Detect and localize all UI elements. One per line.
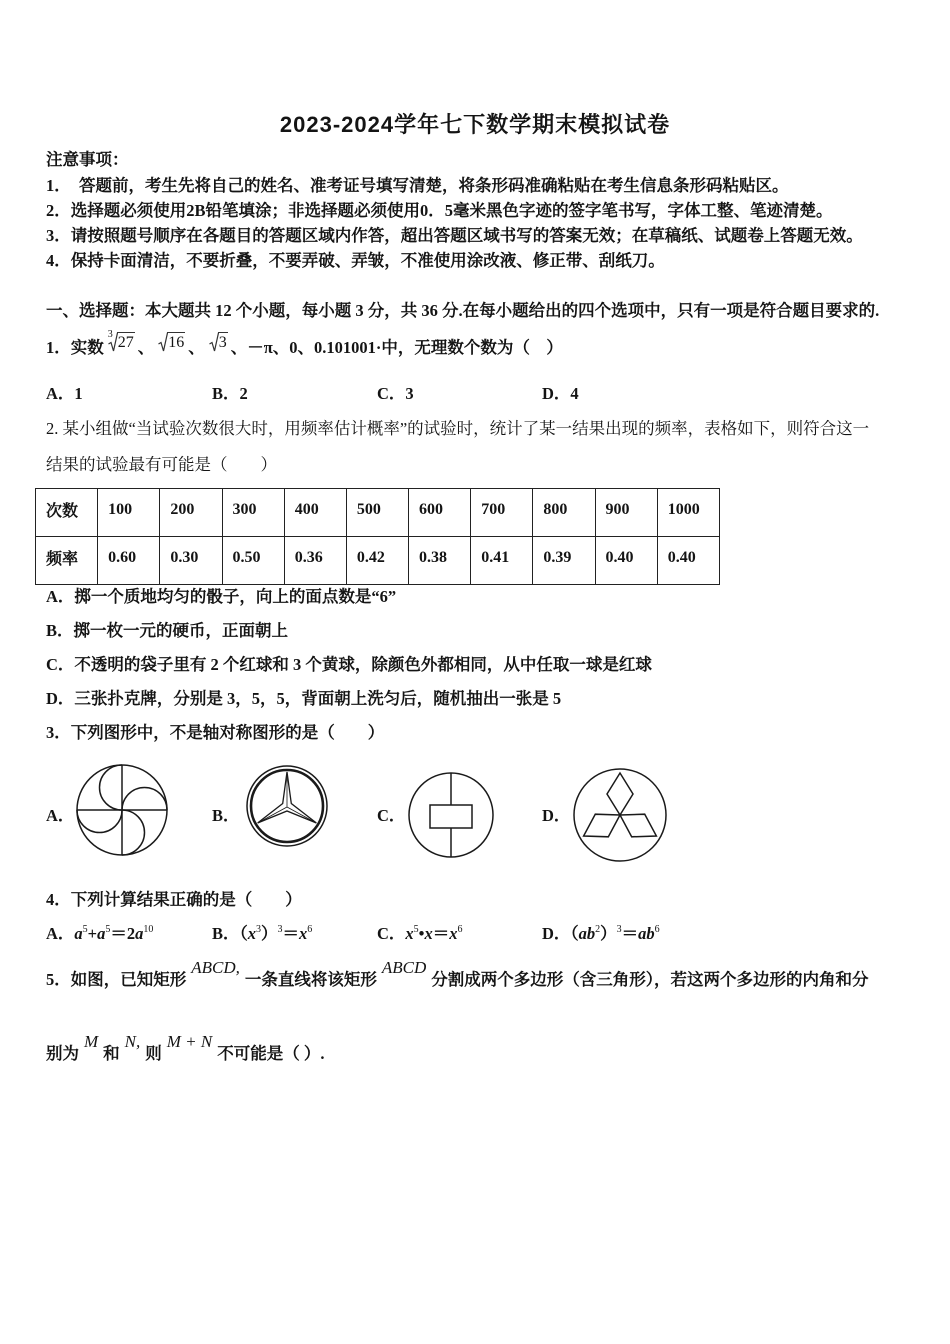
expr-variable: ab [638,924,655,943]
q2-stem-line-1: 2. 某小组做“当试验次数很大时，用频率估计概率”的试验时，统计了某一结果出现的频率，表格如下，则符合这一 [46,419,870,438]
q5-text: 一条直线将该矩形 [244,970,377,989]
q1-option-b: B．2 [212,384,248,403]
q3-option-c-label: C． [377,806,406,825]
expr-text: ＝2 [110,924,136,943]
expr-variable: x [449,924,458,943]
pinwheel-circle-figure [75,763,169,857]
expr-exponent: 6 [457,924,463,935]
arc-left [77,810,122,833]
table-cell: 300 [222,489,284,537]
frequency-table [35,488,720,585]
expr-exponent: 3 [256,924,262,935]
diamond-lower-left [584,814,620,837]
q1-option-a: A．1 [46,384,83,403]
option-label: B． [212,924,240,943]
three-diamonds-figure [572,766,670,864]
q5-text: 和 [103,1044,120,1063]
table-header-cell: 频率 [36,537,98,585]
radicand: 27 [117,334,134,351]
question-1 [46,329,563,359]
table-cell: 0.36 [284,537,346,585]
table-cell: 1000 [657,489,719,537]
q5-text: 不可能是（ ）. [217,1044,325,1063]
expr-text: （ [239,924,248,943]
expr-text: + [87,924,98,943]
section-heading: 一、选择题：本大题共 12 个小题，每小题 3 分，共 36 分.在每小题给出的四个选项中，只有一项是符合题目要求的. [46,301,880,320]
q3-option-b-label: B． [212,806,240,825]
q3-option-a-label: A． [46,806,75,825]
root-index: 3 [107,329,113,340]
table-cell: 100 [98,489,160,537]
q4-option-b [212,923,312,945]
expr-exponent: 10 [143,924,154,935]
q1-stem-lead: 1．实数 [46,338,104,357]
table-cell: 0.50 [222,537,284,585]
table-cell: 600 [409,489,471,537]
option-label: A． [46,924,75,943]
q4-option-c [377,923,462,945]
notice-heading: 注意事项： [46,150,129,169]
q4-option-d [542,923,660,945]
expr-exponent: 3 [616,924,622,935]
radicand: 16 [168,334,185,351]
notice-item-2: 2．选择题必须使用2B铅笔填涂；非选择题必须使用0．5毫米黑色字迹的签字笔书写，字体工整、笔迹清楚。 [46,201,833,220]
q3-option-d-label: D． [542,806,571,825]
arc-right [122,788,167,811]
table-cell: 900 [595,489,657,537]
q5-text: 则 [145,1044,162,1063]
math-variable-m: M [84,1032,99,1051]
expr-text: • [418,924,425,943]
q2-option-d: D．三张扑克牌，分别是 3，5，5，背面朝上洗匀后，随机抽出一张是 5 [46,689,562,708]
table-cell: 0.30 [160,537,222,585]
expr-variable: a [74,924,83,943]
expr-variable: x [405,924,414,943]
expr-text: ） [600,924,617,943]
math-rect-name: ABCD, [191,958,240,977]
option-label: D． [542,924,571,943]
table-row-frequency [36,537,720,585]
notice-item-3: 3．请按照题号顺序在各题目的答题区域内作答，超出答题区域书写的答案无效；在草稿纸、试题卷上答题无效。 [46,226,863,245]
math-variable-n: N, [124,1032,141,1051]
expr-exponent: 5 [82,924,88,935]
table-cell: 0.40 [595,537,657,585]
expr-exponent: 5 [105,924,111,935]
q1-option-c: C．3 [377,384,414,403]
expr-exponent: 2 [595,924,601,935]
arc-top [100,765,123,810]
expr-text: ＝ [432,924,450,943]
square-root-expression [158,332,185,352]
list-separator: 、 [137,338,155,357]
q2-option-a: A．掷一个质地均匀的骰子，向上的面点数是“6” [46,587,397,606]
three-pointed-star-figure [245,764,329,848]
expr-exponent: 6 [654,924,660,935]
math-sum-expression: M + N [166,1032,213,1051]
table-header-cell: 次数 [36,489,98,537]
expr-variable: x [424,924,433,943]
q2-stem-line-2: 结果的试验最有可能是（ ） [46,455,277,474]
notice-item-1: 1． 答题前，考生先将自己的姓名、准考证号填写清楚，将条形码准确粘贴在考生信息条形码粘贴区。 [46,176,789,195]
q2-option-b: B．掷一枚一元的硬币，正面朝上 [46,621,289,640]
expr-text: ＝ [621,924,639,943]
q4-stem: 4．下列计算结果正确的是（ ） [46,890,302,909]
table-cell: 0.42 [346,537,408,585]
arc-bottom [122,810,145,855]
notice-item-4: 4．保持卡面清洁，不要折叠，不要弄破、弄皱，不准使用涂改液、修正带、刮纸刀。 [46,251,665,270]
expr-variable: ab [578,924,596,943]
expr-exponent: 6 [307,924,313,935]
expr-exponent: 3 [277,924,283,935]
q5-text: 分割成两个多边形（含三角形），若这两个多边形的内角和分 [431,970,869,989]
option-label: C． [377,924,406,943]
expr-exponent: 5 [413,924,419,935]
expr-variable: x [247,924,257,943]
table-row-trials [36,489,720,537]
math-rect-name: ABCD [381,958,427,977]
cube-root-expression [107,329,135,352]
q5-text: 5．如图，已知矩形 [46,970,187,989]
table-cell: 0.39 [533,537,595,585]
table-cell: 0.40 [657,537,719,585]
q5-text: 别为 [46,1044,79,1063]
circle-with-rectangle-figure [407,771,495,859]
table-cell: 700 [471,489,533,537]
expr-variable: x [299,924,308,943]
q1-option-d: D．4 [542,384,579,403]
q5-stem-line-1 [46,958,869,991]
table-cell: 0.41 [471,537,533,585]
table-cell: 400 [284,489,346,537]
q4-option-a [46,923,153,945]
diamond-lower-right [620,814,656,837]
expr-variable: a [97,924,106,943]
diamond-top [607,773,633,815]
expr-text: ＝ [282,924,300,943]
table-cell: 0.38 [409,537,471,585]
inner-rectangle [430,805,472,828]
expr-variable: a [135,924,144,943]
q1-stem-rest: 、－π、0、0.101001·中，无理数个数为（ ） [230,338,563,357]
q2-option-c: C．不透明的袋子里有 2 个红球和 3 个黄球，除颜色外都相同，从中任取一球是红球 [46,655,652,674]
table-cell: 200 [160,489,222,537]
list-separator: 、 [188,338,205,357]
square-root-expression [209,332,228,352]
q3-stem: 3．下列图形中，不是轴对称图形的是（ ） [46,723,385,742]
table-cell: 0.60 [98,537,160,585]
table-cell: 800 [533,489,595,537]
q5-stem-line-2 [46,1032,325,1065]
page-title: 2023-2024学年七下数学期末模拟试卷 [279,112,671,137]
expr-text: （ [570,924,579,943]
radicand: 3 [218,334,227,351]
table-cell: 500 [346,489,408,537]
expr-text: ） [261,924,278,943]
